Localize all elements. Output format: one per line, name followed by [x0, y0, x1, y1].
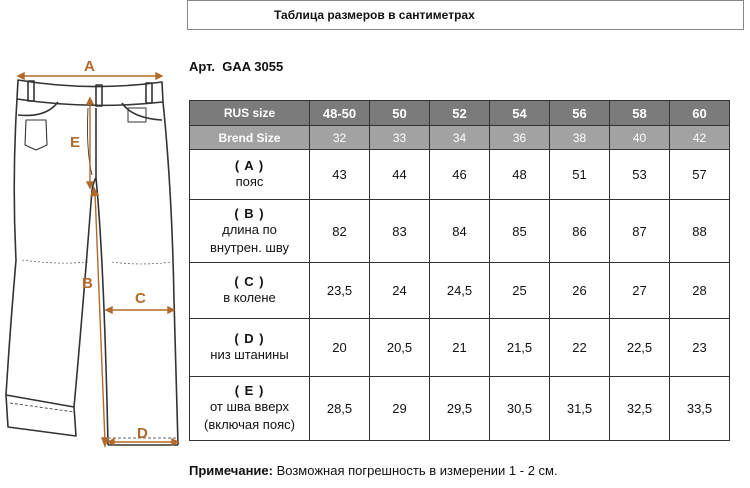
rus-size-cell: 48-50 [310, 101, 370, 126]
value-cell: 21 [430, 319, 490, 377]
article-label: Арт. [189, 59, 215, 74]
row-label [190, 319, 310, 377]
row-letter: ( E ) [234, 383, 265, 398]
value-cell: 51 [550, 150, 610, 200]
value-cell: 46 [430, 150, 490, 200]
jeans-diagram [0, 40, 185, 460]
label-b: B [82, 275, 93, 292]
row-desc: в колене [223, 290, 276, 305]
note-text: Возможная погрешность в измерении 1 - 2 см. [272, 463, 558, 478]
brend-size-cell: 36 [490, 126, 550, 150]
row-label [190, 377, 310, 441]
rus-size-cell: 52 [430, 101, 490, 126]
value-cell: 43 [310, 150, 370, 200]
jeans-outline [6, 80, 178, 445]
row-desc: (включая пояс) [204, 417, 295, 432]
row-letter: ( B ) [234, 205, 265, 221]
value-cell: 26 [550, 263, 610, 319]
value-cell: 83 [370, 200, 430, 263]
value-cell: 20 [310, 319, 370, 377]
value-cell: 28,5 [310, 377, 370, 441]
value-cell: 23 [670, 319, 730, 377]
brend-size-cell: 32 [310, 126, 370, 150]
note [189, 463, 558, 478]
brend-size-cell: 38 [550, 126, 610, 150]
value-cell: 20,5 [370, 319, 430, 377]
size-table [189, 100, 730, 441]
value-cell: 29 [370, 377, 430, 441]
row-desc: длина по [222, 221, 277, 237]
value-cell: 27 [610, 263, 670, 319]
page-title: Таблица размеров в сантиметрах [274, 8, 475, 22]
row-letter: ( D ) [234, 331, 265, 346]
article-line [189, 59, 283, 74]
label-e: E [70, 134, 81, 151]
label-c: C [135, 290, 146, 307]
value-cell: 33,5 [670, 377, 730, 441]
measurement-row-b [190, 200, 730, 263]
value-cell: 21,5 [490, 319, 550, 377]
row-label [190, 150, 310, 200]
row-desc: от шва вверх [209, 399, 290, 414]
value-cell: 24 [370, 263, 430, 319]
value-cell: 28 [670, 263, 730, 319]
value-cell: 23,5 [310, 263, 370, 319]
value-cell: 25 [490, 263, 550, 319]
value-cell: 29,5 [430, 377, 490, 441]
value-cell: 30,5 [490, 377, 550, 441]
value-cell: 44 [370, 150, 430, 200]
brend-size-cell: 42 [670, 126, 730, 150]
value-cell: 88 [670, 200, 730, 263]
brend-size-cell: 34 [430, 126, 490, 150]
row-letter: ( C ) [234, 274, 265, 289]
label-d: D [137, 425, 148, 442]
measurement-row-e [190, 377, 730, 441]
row-desc: низ штанины [210, 347, 289, 362]
row-label [190, 263, 310, 319]
value-cell: 82 [310, 200, 370, 263]
value-cell: 53 [610, 150, 670, 200]
value-cell: 86 [550, 200, 610, 263]
rus-size-cell: 54 [490, 101, 550, 126]
rus-size-row [190, 101, 730, 126]
value-cell: 48 [490, 150, 550, 200]
note-label: Примечание: [189, 463, 273, 478]
row-label [190, 200, 310, 263]
rus-size-cell: 56 [550, 101, 610, 126]
value-cell: 22,5 [610, 319, 670, 377]
article-code: GAA 3055 [222, 59, 284, 74]
rus-size-cell: 60 [670, 101, 730, 126]
brend-size-row [190, 126, 730, 150]
brend-size-cell: 33 [370, 126, 430, 150]
brend-size-header: Brend Size [190, 126, 310, 150]
rus-size-cell: 50 [370, 101, 430, 126]
rus-size-cell: 58 [610, 101, 670, 126]
rus-size-header: RUS size [190, 101, 310, 126]
row-letter: ( A ) [234, 158, 265, 173]
measurement-lines [18, 73, 178, 446]
value-cell: 31,5 [550, 377, 610, 441]
value-cell: 22 [550, 319, 610, 377]
row-desc: пояс [235, 174, 264, 189]
value-cell: 84 [430, 200, 490, 263]
value-cell: 24,5 [430, 263, 490, 319]
value-cell: 57 [670, 150, 730, 200]
value-cell: 85 [490, 200, 550, 263]
brend-size-cell: 40 [610, 126, 670, 150]
measurement-row-d [190, 319, 730, 377]
measurement-row-c [190, 263, 730, 319]
value-cell: 87 [610, 200, 670, 263]
measurement-row-a [190, 150, 730, 200]
label-a: A [84, 58, 95, 75]
value-cell: 32,5 [610, 377, 670, 441]
row-desc: внутрен. шву [210, 239, 289, 255]
